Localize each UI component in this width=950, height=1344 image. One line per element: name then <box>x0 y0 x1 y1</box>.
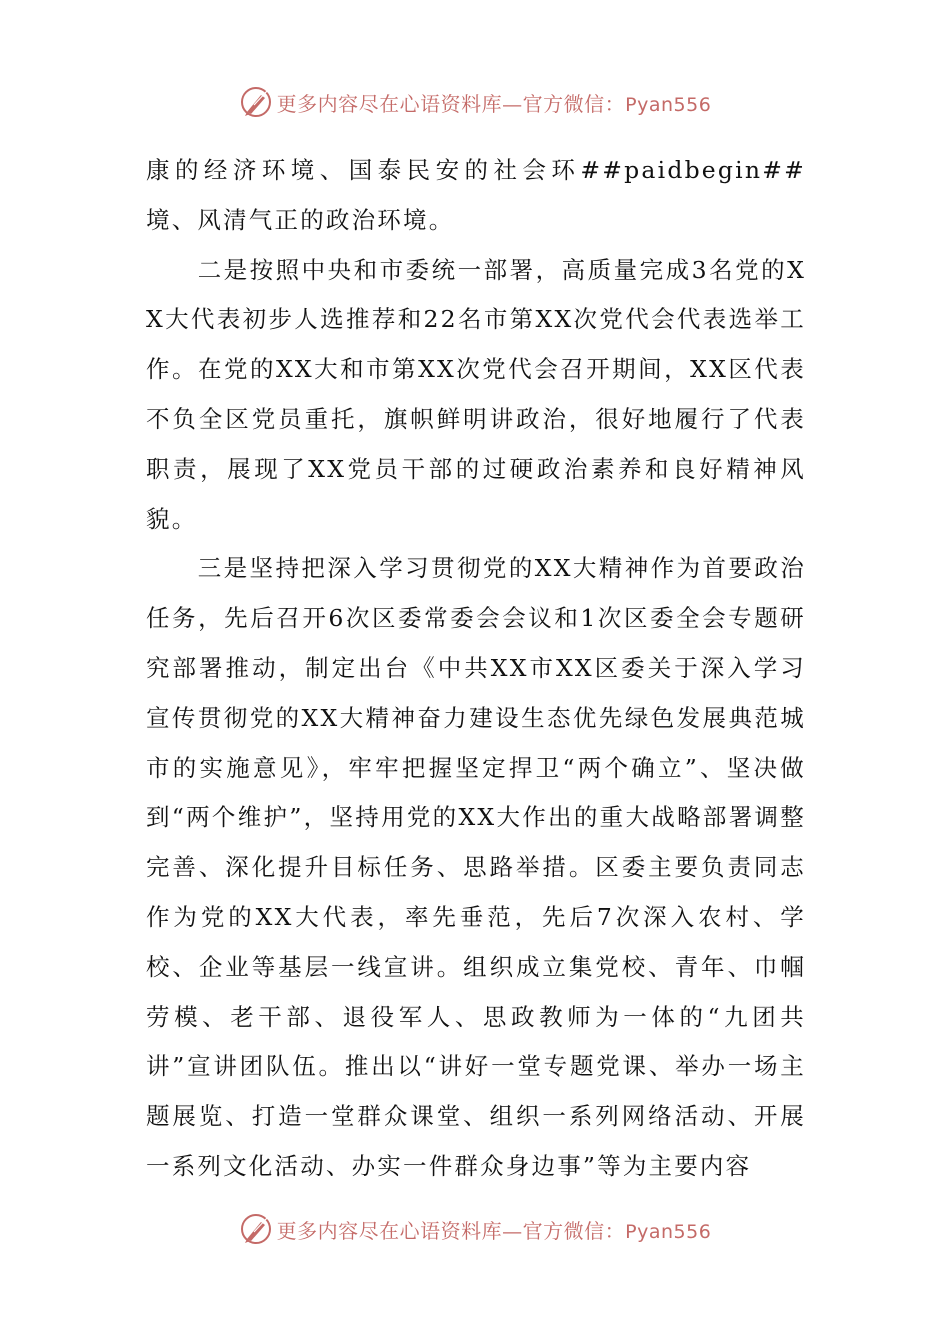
watermark-wechat: Pyan556 <box>625 93 712 116</box>
watermark-wechat: Pyan556 <box>625 1220 712 1243</box>
watermark-prefix: 更多内容尽在心语资料库—官方微信： <box>276 1218 626 1243</box>
paragraph-1: 康的经济环境、国泰民安的社会环##paidbegin##境、风清气正的政治环境。 <box>146 156 806 234</box>
pen-logo-icon <box>239 85 273 119</box>
watermark-prefix: 更多内容尽在心语资料库—官方微信： <box>276 91 626 116</box>
paragraph-2: 二是按照中央和市委统一部署，高质量完成3名党的XX大代表初步人选推荐和22名市第XX次党代会代表选举工作。在党的XX大和市第XX次党代会召开期间，XX区代表不负全区党员重托，旗帜鲜明讲政治，很好地履行了代表职责，展现了XX党员干部的过硬政治素养和良好精神风貌。 <box>146 255 806 533</box>
paragraph-3: 三是坚持把深入学习贯彻党的XX大精神作为首要政治任务，先后召开6次区委常委会会议和1次区委全会专题研究部署推动，制定出台《中共XX市XX区委关于深入学习宣传贯彻党的XX大精神奋力建设生态优先绿色发展典范城市的实施意见》，牢牢把握坚定捍卫“两个确立”、坚决做到“两个维护”，坚持用党的XX大作出的重大战略部署调整完善、深化提升目标任务、思路举措。区委主要负责同志作为党的XX大代表，率先垂范，先后7次深入农村、学校、企业等基层一线宣讲。组织成立集党校、青年、巾帼劳模、老干部、退役军人、思政教师为一体的“九团共讲”宣讲团队伍。推出以“讲好一堂专题党课、举办一场主题展览、打造一堂群众课堂、组织一系列网络活动、开展一系列文化活动、办实一件群众身边事”等为主要内容 <box>146 554 806 1180</box>
footer-watermark <box>0 1209 950 1249</box>
document-body <box>146 146 806 1192</box>
header-watermark <box>0 82 950 122</box>
pen-logo-icon <box>239 1212 273 1246</box>
